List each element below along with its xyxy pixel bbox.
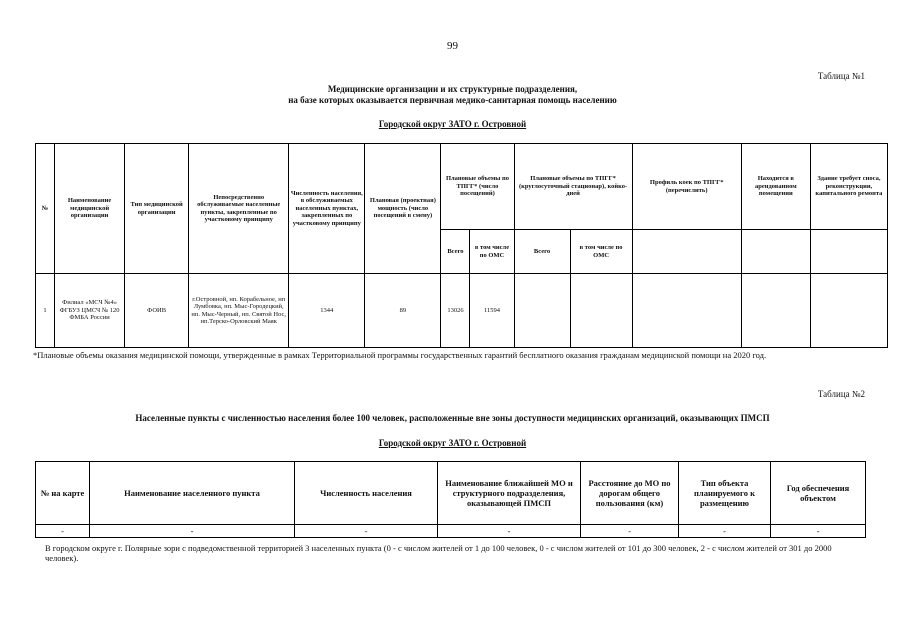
cell-visits-total: 13026 [441,274,470,348]
header-empty-cell [632,230,741,274]
header-tpgg-beds: Плановые объемы по ТПГГ* (круглосуточный стационар), койко-дней [514,144,632,230]
cell-year: - [771,525,866,538]
table1-title-line2: на базе которых оказывается первичная медико-санитарная помощь населению [288,95,617,105]
cell-org-type: ФОИВ [125,274,189,348]
header-org-name: Наименование медицинской организации [55,144,125,274]
cell-beds-oms [570,274,632,348]
header-object-type: Тип объекта планируемого к размещению [679,462,771,525]
cell-population: 1344 [289,274,365,348]
table1-district: Городской округ ЗАТО г. Островной [378,119,527,129]
header-empty-cell [741,230,810,274]
cell-object-type: - [679,525,771,538]
header-num: № [36,144,55,274]
table1-title-line1: Медицинские организации и их структурные подразделения, [327,84,578,94]
header-org-type: Тип медицинской организации [125,144,189,274]
cell-org-name: Филиал «МСЧ №4» ФГБУЗ ЦМСЧ № 120 ФМБА России [55,274,125,348]
settlements-table [35,461,866,538]
header-beds-total: Всего [514,230,570,274]
header-settlements: Непосредственно обслуживаемые населенные пункты, закрепленные по участковому принципу [189,144,289,274]
table2-title: Населенные пункты с численностью населения более 100 человек, расположенные вне зоны доступности медицинских организаций, оказывающих ПМСП [135,413,770,423]
table2-district: Городской округ ЗАТО г. Островной [378,438,527,448]
header-tpgg-visits: Плановые объемы по ТПГГ* (число посещений) [441,144,514,230]
header-empty-cell [810,230,887,274]
cell-nearest-mo: - [438,525,581,538]
medical-organizations-table [35,143,888,348]
cell-bed-profile [632,274,741,348]
header-visits-total: Всего [441,230,470,274]
header-population: Численность населения [295,462,438,525]
header-repair: Здание требует сноса, реконструкции, капитального ремонта [810,144,887,230]
header-map-num: № на карте [36,462,90,525]
cell-map-num: - [36,525,90,538]
table2-note: В городском округе г. Полярные зори с подведомственной территорией 3 населенных пункта (0 - с числом жителей от 1 до 100 человек, 0 - с числом жителей от 101 до 300 человек, 2 - с числом жителей от 301 до 2000 человек). [45,543,832,563]
cell-num: 1 [36,274,55,348]
cell-distance: - [581,525,679,538]
header-settlement-name: Наименование населенного пункта [90,462,295,525]
header-visits-oms: в том числе по ОМС [470,230,514,274]
page-number: 99 [447,40,458,52]
header-population: Численность населения, в обслуживаемых населенных пунктах, закрепленных по участковому принципу [289,144,365,274]
cell-leased [741,274,810,348]
header-bed-profile: Профиль коек по ТПГГ* (перечислить) [632,144,741,230]
cell-settlement-name: - [90,525,295,538]
header-year: Год обеспечения объектом [771,462,866,525]
table-row [36,525,866,538]
header-nearest-mo: Наименование ближайшей МО и структурного подразделения, оказывающей ПМСП [438,462,581,525]
table2-label: Таблица №2 [817,389,865,399]
header-capacity: Плановая (проектная) мощность (число посещений в смену) [365,144,441,274]
cell-settlements: г.Островной, нп. Корабельное, нп Лумбовка, нп. Мыс-Городецкий, нп. Мыс-Черный, нп. Святой Нос, нп.Терско-Орловский Маяк [189,274,289,348]
table-row [36,274,888,348]
cell-capacity: 89 [365,274,441,348]
header-leased: Находится в арендованном помещении [741,144,810,230]
header-beds-oms: в том числе по ОМС [570,230,632,274]
table1-label: Таблица №1 [817,71,865,81]
cell-beds-total [514,274,570,348]
cell-visits-oms: 11594 [470,274,514,348]
header-distance: Расстояние до МО по дорогам общего пользования (км) [581,462,679,525]
table1-footnote: *Плановые объемы оказания медицинской помощи, утвержденные в рамках Территориальной программы государственных гарантий бесплатного оказания гражданам медицинской помощи на 2020 год. [33,350,767,360]
cell-population: - [295,525,438,538]
cell-repair [810,274,887,348]
